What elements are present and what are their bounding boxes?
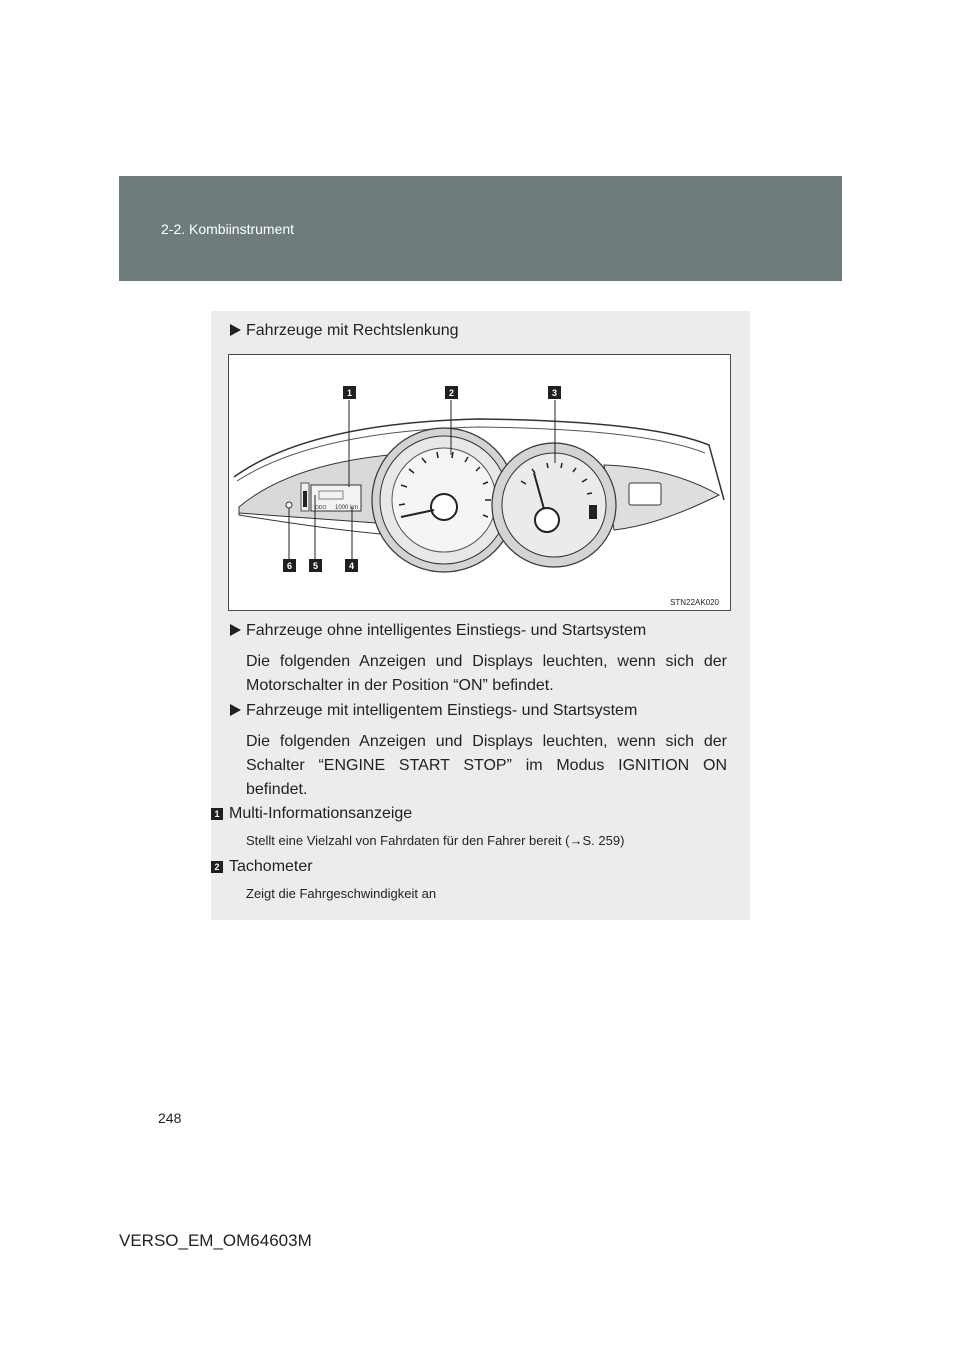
triangle-bullet-icon	[230, 624, 241, 636]
document-code: VERSO_EM_OM64603M	[119, 1231, 312, 1250]
figure-heading	[230, 322, 459, 340]
item-number-badge: 1	[211, 808, 223, 820]
instrument-cluster-figure	[228, 354, 731, 611]
triangle-bullet-icon	[230, 704, 241, 716]
odometer-reading: 1000 km	[335, 505, 359, 511]
callout-6: 6	[286, 561, 293, 571]
image-code: STN22AK020	[670, 598, 719, 607]
section-title: 2-2. Kombiinstrument	[161, 221, 295, 237]
callout-1: 1	[346, 388, 353, 398]
item-1-description: Stellt eine Vielzahl von Fahrdaten für den Fahrer bereit (→S. 259)	[246, 833, 625, 848]
section-header	[119, 176, 842, 281]
section-1-body: Die folgenden Anzeigen und Displays leuchten, wenn sich der Motorschalter in der Position “ON” befindet.	[246, 653, 727, 694]
item-2-heading	[211, 858, 313, 876]
section-2-heading-text: Fahrzeuge mit intelligentem Einstiegs- und Startsystem	[246, 702, 638, 719]
section-1-heading	[230, 622, 646, 640]
item-2-title: Tachometer	[229, 858, 313, 875]
item-1-title: Multi-Informationsanzeige	[229, 805, 413, 822]
callout-2: 2	[448, 388, 455, 398]
section-1-heading-text: Fahrzeuge ohne intelligentes Einstiegs- und Startsystem	[246, 622, 647, 639]
item-1-heading	[211, 805, 412, 823]
item-2-description: Zeigt die Fahrgeschwindigkeit an	[246, 886, 437, 901]
callout-5: 5	[312, 561, 319, 571]
section-2-body: Die folgenden Anzeigen und Displays leuchten, wenn sich der Schalter “ENGINE START STOP” im Modus IGNITION ON befindet.	[246, 733, 727, 798]
callout-3: 3	[551, 388, 558, 398]
instrument-cluster-illustration	[229, 355, 730, 610]
page-number: 248	[158, 1110, 182, 1126]
triangle-bullet-icon	[230, 324, 241, 336]
item-number-badge: 2	[211, 861, 223, 873]
callout-4: 4	[348, 561, 355, 571]
figure-heading-text: Fahrzeuge mit Rechtslenkung	[246, 322, 459, 339]
content-panel	[211, 311, 750, 920]
odo-label: ODO	[315, 505, 327, 511]
section-2-heading	[230, 702, 637, 720]
